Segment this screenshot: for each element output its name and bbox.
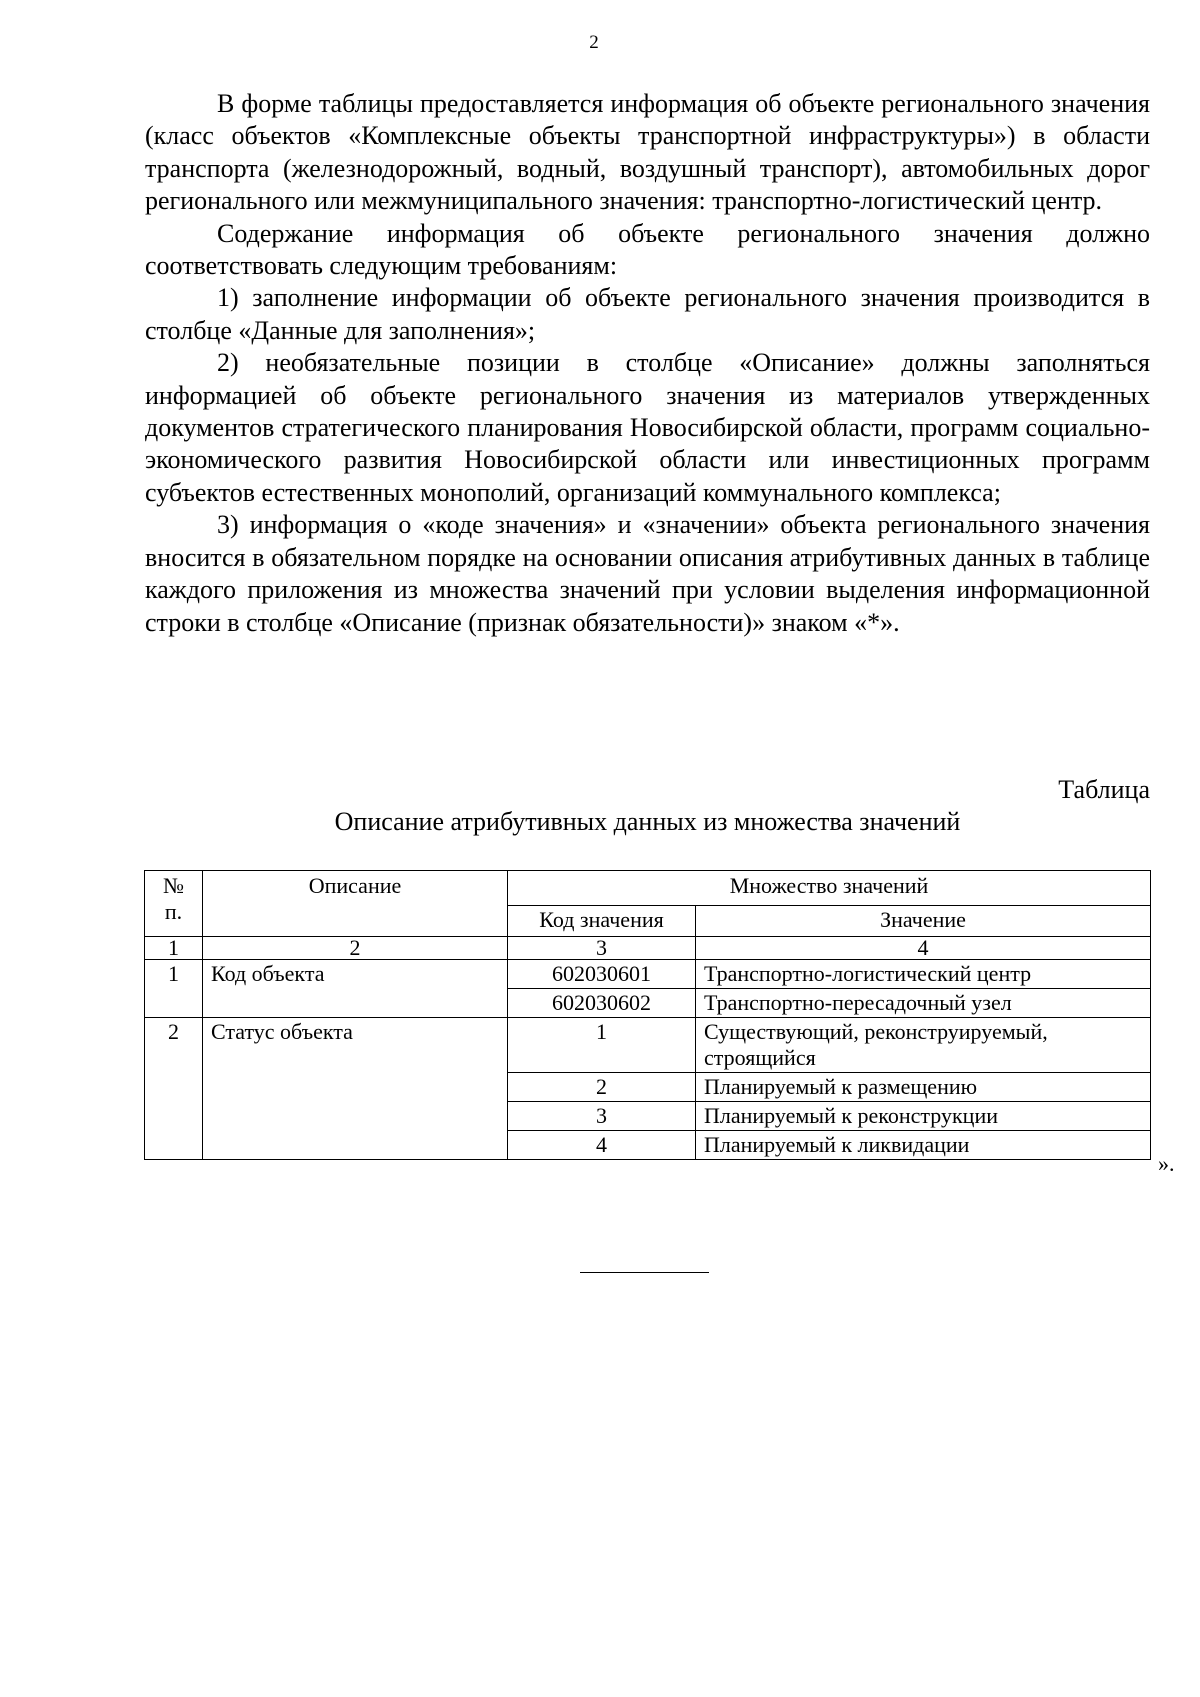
row-number: 1 bbox=[145, 960, 203, 1018]
value-code: 4 bbox=[508, 1131, 696, 1160]
value-code: 3 bbox=[508, 1102, 696, 1131]
table-row bbox=[145, 1018, 1151, 1073]
value-code: 602030602 bbox=[508, 989, 696, 1018]
attribute-table bbox=[144, 870, 1151, 1160]
table-row bbox=[145, 960, 1151, 989]
header-description: Описание bbox=[203, 871, 508, 937]
requirements-paragraph: Содержание информация об объекте регионального значения должно соответствовать следующим требованиям: bbox=[145, 218, 1150, 281]
value-text: Планируемый к размещению bbox=[696, 1073, 1151, 1102]
body-text bbox=[145, 88, 1150, 639]
value-text: Транспортно-пересадочный узел bbox=[696, 989, 1151, 1018]
header-num-line1: № bbox=[163, 873, 184, 898]
column-number: 1 bbox=[145, 937, 203, 960]
value-text: Планируемый к ликвидации bbox=[696, 1131, 1151, 1160]
row-description: Статус объекта bbox=[203, 1018, 508, 1160]
value-text: Транспортно-логистический центр bbox=[696, 960, 1151, 989]
intro-paragraph: В форме таблицы предоставляется информация об объекте регионального значения (класс объектов «Комплексные объекты транспортной инфраструктуры») в области транспорта (железнодорожный, водный, воздушный транспорт), автомобильных дорог регионального или межмуниципального значения: транспортно-логистический центр. bbox=[145, 89, 1150, 216]
column-number: 2 bbox=[203, 937, 508, 960]
header-num bbox=[145, 871, 203, 937]
value-text: Существующий, реконструируемый, строящийся bbox=[696, 1018, 1151, 1073]
header-value: Значение bbox=[696, 906, 1151, 937]
header-value-set: Множество значений bbox=[508, 871, 1151, 906]
requirement-2: 2) необязательные позиции в столбце «Описание» должны заполняться информацией об объекте регионального значения из материалов утвержденных документов стратегического планирования Новосибирской области, программ социально-экономического развития Новосибирской области или инвестиционных программ субъектов естественных монополий, организаций коммунального комплекса; bbox=[145, 348, 1150, 507]
column-number: 3 bbox=[508, 937, 696, 960]
column-number-row bbox=[145, 937, 1151, 960]
requirement-3: 3) информация о «коде значения» и «значении» объекта регионального значения вносится в обязательном порядке на основании описания атрибутивных данных в таблице каждого приложения из множества значений при условии выделения информационной строки в столбце «Описание (признак обязательности)» знаком «*». bbox=[145, 510, 1150, 637]
header-code: Код значения bbox=[508, 906, 696, 937]
row-number: 2 bbox=[145, 1018, 203, 1160]
row-description: Код объекта bbox=[203, 960, 508, 1018]
column-number: 4 bbox=[696, 937, 1151, 960]
table-title: Описание атрибутивных данных из множества значений bbox=[334, 807, 961, 836]
page-number: 2 bbox=[589, 32, 599, 53]
value-text: Планируемый к реконструкции bbox=[696, 1102, 1151, 1131]
table-body bbox=[145, 937, 1151, 1160]
end-divider bbox=[580, 1272, 709, 1273]
table-label: Таблица bbox=[1058, 775, 1150, 804]
value-code: 602030601 bbox=[508, 960, 696, 989]
value-code: 2 bbox=[508, 1073, 696, 1102]
value-code: 1 bbox=[508, 1018, 696, 1073]
requirement-1: 1) заполнение информации об объекте регионального значения производится в столбце «Данные для заполнения»; bbox=[145, 283, 1150, 345]
closing-quote: ». bbox=[1158, 1151, 1175, 1176]
header-num-line2: п. bbox=[164, 899, 183, 924]
